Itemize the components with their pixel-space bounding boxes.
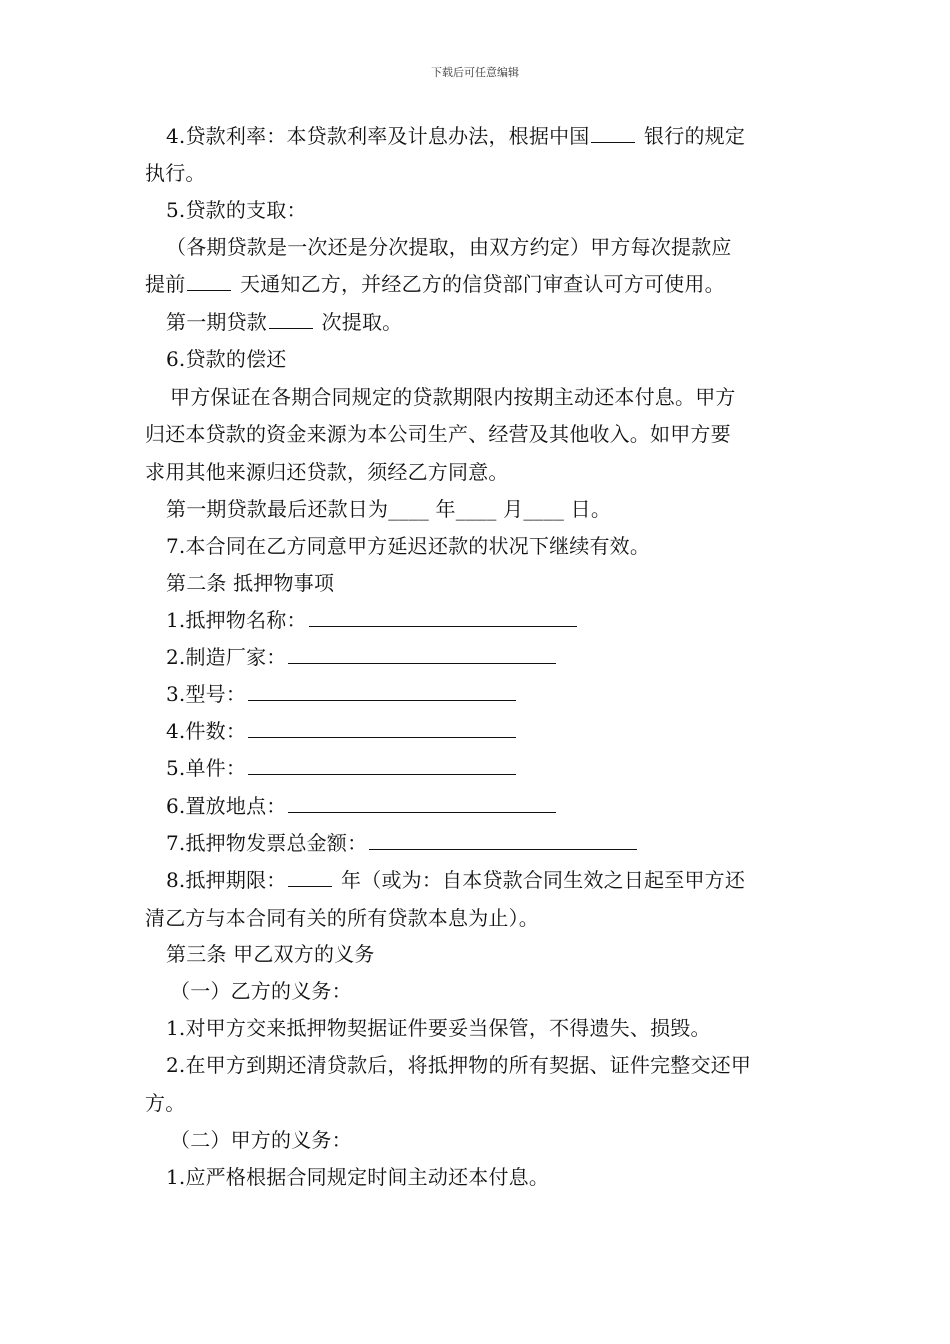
line-text: 7.本合同在乙方同意甲方延迟还款的状况下继续有效。 (166, 534, 651, 558)
line-text: （二）甲方的义务： (170, 1128, 352, 1152)
fill-in-blank (248, 718, 516, 738)
fill-in-blank (288, 867, 332, 887)
line-text: 第二条 抵押物事项 (166, 571, 335, 595)
line-text: 2.在甲方到期还清贷款后，将抵押物的所有契据、证件完整交还甲 (166, 1053, 752, 1077)
line-text: 清乙方与本合同有关的所有贷款本息为止）。 (145, 906, 539, 930)
line-text: 7.抵押物发票总金额： (166, 831, 368, 855)
fill-in-blank (248, 755, 516, 775)
line-text: 4.件数： (166, 719, 247, 743)
line-text: 第一期贷款 (166, 310, 267, 334)
document-line (166, 197, 307, 223)
line-text: 5.单件： (166, 756, 247, 780)
document-line (166, 718, 518, 744)
line-text: 归还本贷款的资金来源为本公司生产、经营及其他收入。如甲方要 (145, 422, 731, 446)
document-line (166, 496, 611, 522)
document-line (166, 644, 558, 670)
document-line (166, 309, 402, 335)
document-line (166, 234, 732, 260)
line-text: 甲方保证在各期合同规定的贷款期限内按期主动还本付息。甲方 (170, 385, 736, 409)
fill-in-blank (288, 793, 556, 813)
page-header: 下载后可任意编辑 (431, 66, 519, 79)
line-text: 1.应严格根据合同规定时间主动还本付息。 (166, 1165, 550, 1189)
document-line (145, 459, 509, 485)
fill-in-blank (248, 681, 516, 701)
document-line (166, 1015, 711, 1041)
fill-in-blank (187, 271, 231, 291)
line-text: 1.抵押物名称： (166, 608, 307, 632)
document-line (166, 1164, 549, 1190)
document-line (170, 384, 736, 410)
line-text: 年（或为：自本贷款合同生效之日起至甲方还 (334, 868, 746, 892)
line-text: 2.制造厂家： (166, 645, 287, 669)
fill-in-blank (269, 309, 313, 329)
document-line (166, 346, 286, 372)
document-line (166, 793, 558, 819)
fill-in-blank (309, 607, 577, 627)
document-line (145, 905, 539, 931)
fill-in-blank (369, 830, 637, 850)
document-line (166, 607, 579, 633)
line-text: 次提取。 (315, 310, 403, 334)
line-text: 1.对甲方交来抵押物契据证件要妥当保管，不得遗失、损毁。 (166, 1016, 711, 1040)
document-line (145, 1090, 185, 1116)
document-line (166, 533, 650, 559)
document-line (170, 978, 352, 1004)
line-text: 天通知乙方，并经乙方的信贷部门审查认可方可使用。 (233, 272, 725, 296)
document-line (166, 570, 334, 596)
line-text: 3.型号： (166, 682, 247, 706)
fill-in-blank (288, 644, 556, 664)
line-text: 4.贷款利率：本贷款利率及计息办法，根据中国 (166, 124, 590, 148)
line-text: （各期贷款是一次还是分次提取，由双方约定）甲方每次提款应 (166, 235, 732, 259)
line-text: 银行的规定 (637, 124, 746, 148)
document-line (166, 681, 518, 707)
line-text: 第一期贷款最后还款日为____ 年____ 月____ 日。 (166, 497, 612, 521)
line-text: 6.置放地点： (166, 794, 287, 818)
document-line (166, 830, 639, 856)
line-text: 求用其他来源归还贷款，须经乙方同意。 (145, 460, 509, 484)
line-text: 执行。 (145, 161, 206, 185)
fill-in-blank (591, 123, 635, 143)
document-line (170, 1127, 352, 1153)
document-line (145, 271, 725, 297)
line-text: 提前 (145, 272, 186, 296)
document-line (166, 123, 745, 149)
line-text: 第三条 甲乙双方的义务 (166, 942, 375, 966)
document-line (166, 941, 375, 967)
document-line (145, 160, 206, 186)
document-line (166, 755, 518, 781)
line-text: 6.贷款的偿还 (166, 347, 287, 371)
line-text: （一）乙方的义务： (170, 979, 352, 1003)
line-text: 方。 (145, 1091, 186, 1115)
line-text: 8.抵押期限： (166, 868, 287, 892)
document-line (145, 421, 731, 447)
line-text: 5.贷款的支取： (166, 198, 307, 222)
document-line (166, 1052, 751, 1078)
document-line (166, 867, 745, 893)
